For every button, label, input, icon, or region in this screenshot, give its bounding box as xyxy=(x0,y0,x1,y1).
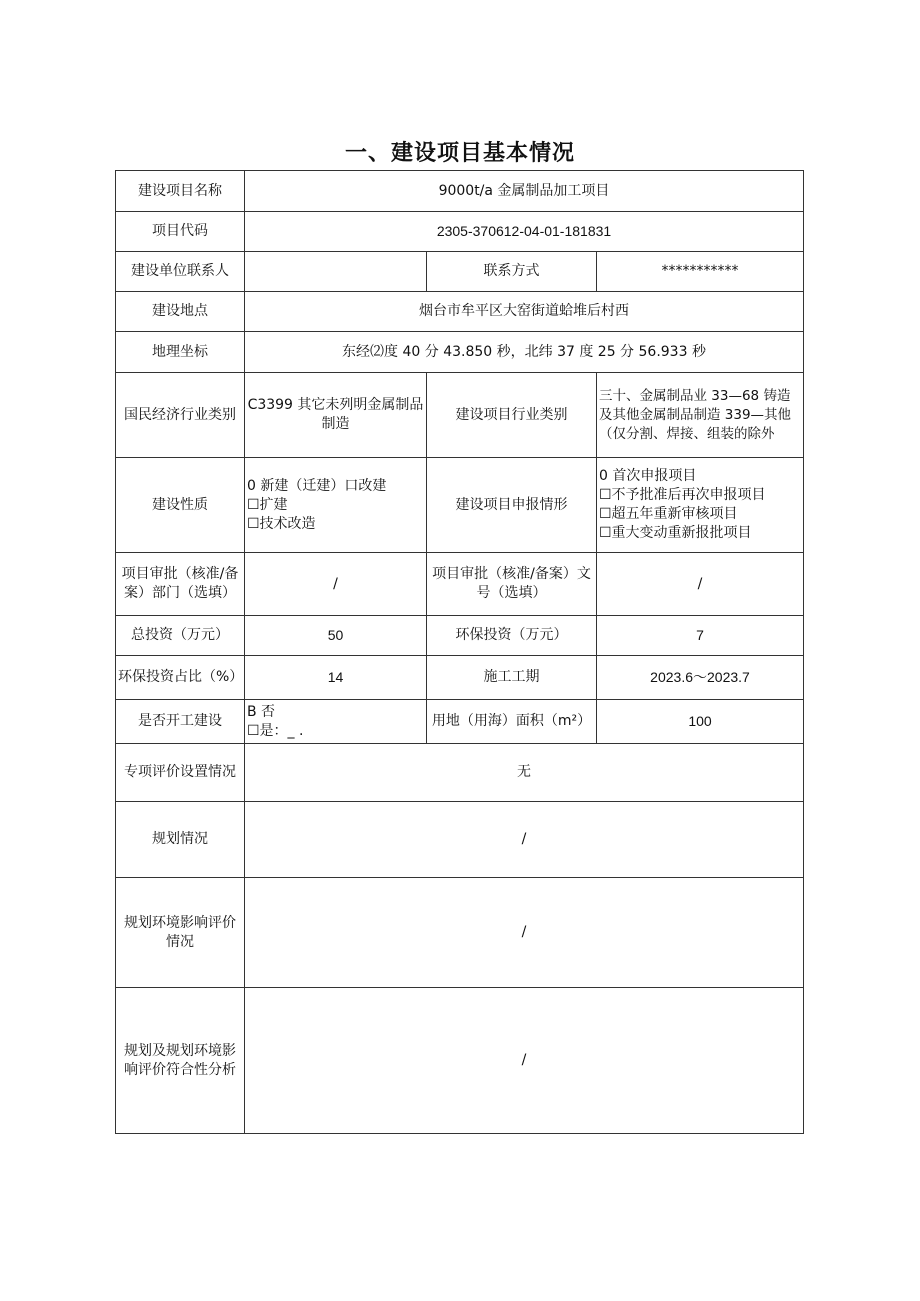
started-options xyxy=(245,700,427,744)
industry-label: 国民经济行业类别 xyxy=(116,373,245,458)
land-area-value: 100 xyxy=(597,700,804,744)
page-title: 一、建设项目基本情况 xyxy=(344,141,575,166)
construction-period-label: 施工工期 xyxy=(427,656,597,700)
nature-options xyxy=(245,458,427,553)
compliance-value: / xyxy=(245,988,804,1134)
row-contact xyxy=(116,252,804,292)
location-value: 烟台市牟平区大窑街道蛤堆后村西 xyxy=(245,292,804,332)
project-code-label: 项目代码 xyxy=(116,212,245,252)
row-coords xyxy=(116,332,804,373)
declaration-label: 建设项目申报情形 xyxy=(427,458,597,553)
row-industry xyxy=(116,373,804,458)
compliance-label: 规划及规划环境影响评价符合性分析 xyxy=(116,988,245,1134)
coords-label: 地理坐标 xyxy=(116,332,245,373)
nature-option-new: 0 新建（迁建）口改建 xyxy=(247,477,387,494)
declaration-option-five-years: ☐超五年重新审核项目 xyxy=(599,506,738,522)
project-industry-label: 建设项目行业类别 xyxy=(427,373,597,458)
row-special xyxy=(116,744,804,802)
approval-dept-value: / xyxy=(245,553,427,616)
row-project-name xyxy=(116,171,804,212)
total-investment-value: 50 xyxy=(245,616,427,656)
started-option-yes: ☐是：_ . xyxy=(247,722,304,739)
construction-period-value: 2023.6～2023.7 xyxy=(597,656,804,700)
row-investment xyxy=(116,616,804,656)
coords-value: 东经⑵度 40 分 43.850 秒，北纬 37 度 25 分 56.933 秒 xyxy=(245,332,804,373)
nature-option-expand: ☐扩建 xyxy=(247,496,288,513)
project-info-table xyxy=(115,170,804,1134)
planning-label: 规划情况 xyxy=(116,802,245,878)
planning-eia-label: 规划环境影响评价情况 xyxy=(116,878,245,988)
special-eval-label: 专项评价设置情况 xyxy=(116,744,245,802)
row-nature xyxy=(116,458,804,553)
approval-number-label: 项目审批（核准/备案）文号（选填） xyxy=(427,553,597,616)
row-ratio xyxy=(116,656,804,700)
location-label: 建设地点 xyxy=(116,292,245,332)
contact-method-label: 联系方式 xyxy=(427,252,597,292)
row-compliance xyxy=(116,988,804,1134)
project-name-value: 9000t/a 金属制品加工项目 xyxy=(245,171,804,212)
special-eval-value: 无 xyxy=(245,744,804,802)
row-started xyxy=(116,700,804,744)
env-investment-value: 7 xyxy=(597,616,804,656)
contact-person-value xyxy=(245,252,427,292)
row-planning xyxy=(116,802,804,878)
row-project-code xyxy=(116,212,804,252)
contact-method-value: *********** xyxy=(597,252,804,292)
declaration-option-resubmit: ☐不予批准后再次申报项目 xyxy=(599,487,766,503)
env-ratio-value: 14 xyxy=(245,656,427,700)
row-location xyxy=(116,292,804,332)
land-area-label: 用地（用海）面积（m²） xyxy=(427,700,597,744)
started-option-no: B 否 xyxy=(247,703,276,720)
env-investment-label: 环保投资（万元） xyxy=(427,616,597,656)
nature-label: 建设性质 xyxy=(116,458,245,553)
total-investment-label: 总投资（万元） xyxy=(116,616,245,656)
project-code-value: 2305-370612-04-01-181831 xyxy=(245,212,804,252)
declaration-option-first: 0 首次申报项目 xyxy=(599,468,697,484)
nature-option-tech: ☐技术改造 xyxy=(247,515,316,532)
declaration-option-major-change: ☐重大变动重新报批项目 xyxy=(599,525,752,541)
project-industry-value: 三十、金属制品业 33—68 铸造及其他金属制品制造 339—其他（仅分割、焊接、组装的除外 xyxy=(597,373,804,458)
industry-value: C3399 其它未列明金属制品制造 xyxy=(245,373,427,458)
contact-person-label: 建设单位联系人 xyxy=(116,252,245,292)
started-label: 是否开工建设 xyxy=(116,700,245,744)
project-name-label: 建设项目名称 xyxy=(116,171,245,212)
planning-value: / xyxy=(245,802,804,878)
row-planning-eia xyxy=(116,878,804,988)
row-approval xyxy=(116,553,804,616)
planning-eia-value: / xyxy=(245,878,804,988)
approval-number-value: / xyxy=(597,553,804,616)
declaration-options xyxy=(597,458,804,553)
env-ratio-label: 环保投资占比（%） xyxy=(116,656,245,700)
approval-dept-label: 项目审批（核准/备案）部门（选填） xyxy=(116,553,245,616)
